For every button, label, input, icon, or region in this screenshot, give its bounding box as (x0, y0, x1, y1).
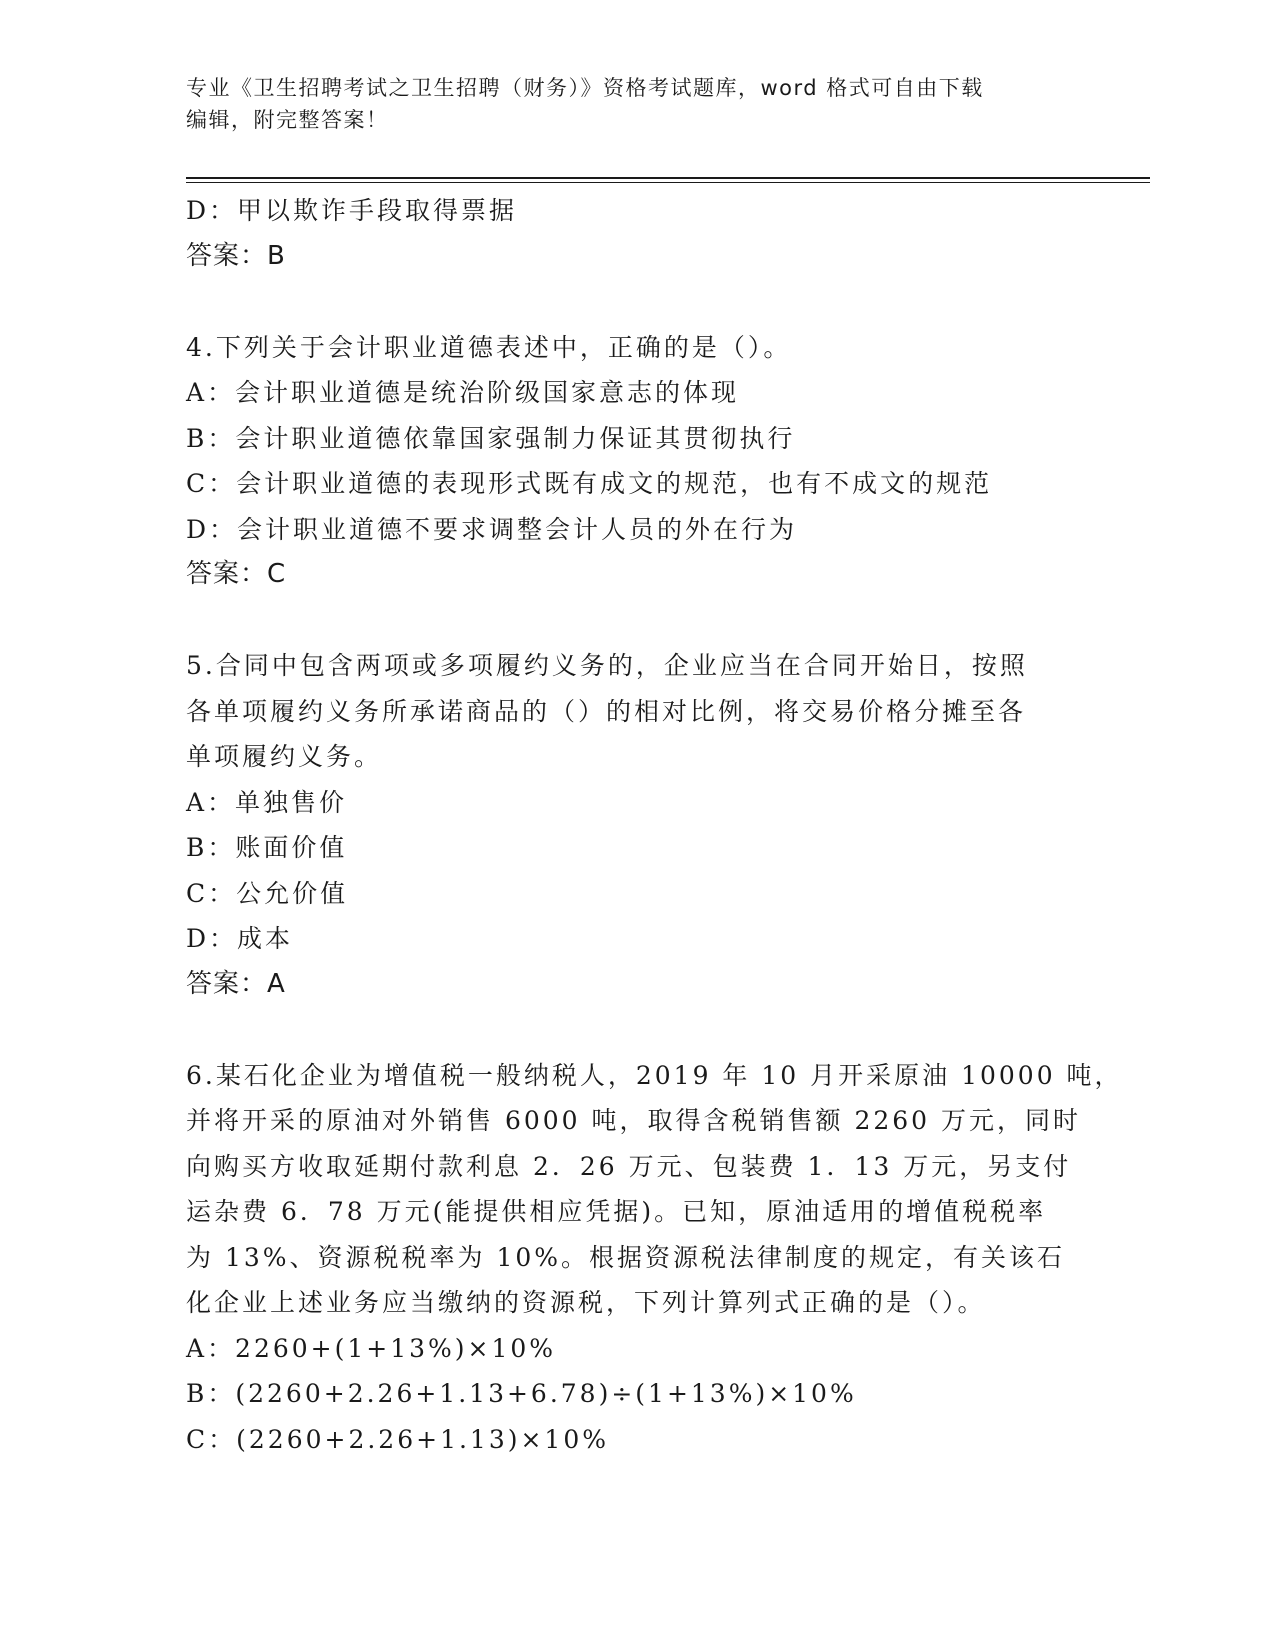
q5-option-d: D：成本 (186, 924, 294, 953)
q4-option-d: D：会计职业道德不要求调整会计人员的外在行为 (186, 514, 798, 544)
q6-stem-line: 6.某石化企业为增值税一般纳税人，2019 年 10 月开采原油 10000 吨， (186, 1060, 1123, 1090)
question-5 (186, 643, 1066, 1007)
spacer (186, 1007, 1066, 1053)
spacer (186, 279, 1066, 325)
header-rule-thick (186, 177, 1150, 179)
q4-option-b: B：会计职业道德依靠国家强制力保证其贯彻执行 (186, 423, 796, 453)
q6-option-b: B：(2260+2.26+1.13+6.78)÷(1+13%)×10% (186, 1379, 857, 1408)
document-header (186, 72, 1086, 136)
question-4 (186, 325, 1066, 598)
q4-answer: 答案：C (186, 559, 287, 589)
q5-stem-line: 单项履约义务。 (186, 742, 383, 771)
document-body (186, 188, 1123, 1462)
question-3-tail (186, 188, 1066, 279)
q6-option-a: A：2260+(1+13%)×10% (186, 1333, 557, 1363)
header-line-1: 专业《卫生招聘考试之卫生招聘（财务）》资格考试题库，word 格式可自由下载 (186, 76, 984, 100)
q6-stem-line: 向购买方收取延期付款利息 2．26 万元、包装费 1．13 万元，另支付 (186, 1151, 1072, 1181)
q4-stem: 4.下列关于会计职业道德表述中，正确的是（）。 (186, 332, 792, 362)
q6-stem-line: 为 13%、资源税税率为 10%。根据资源税法律制度的规定，有关该石 (186, 1242, 1066, 1272)
q5-option-b: B：账面价值 (186, 833, 348, 862)
q4-option-c: C：会计职业道德的表现形式既有成文的规范，也有不成文的规范 (186, 469, 993, 498)
spacer (186, 598, 1066, 644)
q3-option-d: D：甲以欺诈手段取得票据 (186, 196, 518, 225)
header-rule-thin (186, 182, 1150, 183)
q5-option-c: C：公允价值 (186, 878, 349, 908)
q5-answer: 答案：A (186, 968, 286, 999)
q5-stem-line: 5.合同中包含两项或多项履约义务的，企业应当在合同开始日，按照 (186, 651, 1028, 680)
q6-option-c: C：(2260+2.26+1.13)×10% (186, 1424, 609, 1454)
q6-stem-line: 化企业上述业务应当缴纳的资源税，下列计算列式正确的是（）。 (186, 1288, 986, 1317)
q5-option-a: A：单独售价 (186, 787, 348, 817)
q6-stem-line: 运杂费 6．78 万元(能提供相应凭据)。已知，原油适用的增值税税率 (186, 1197, 1047, 1226)
header-line-2: 编辑，附完整答案！ (186, 108, 389, 132)
q4-option-a: A：会计职业道德是统治阶级国家意志的体现 (186, 378, 740, 407)
question-6 (186, 1053, 1123, 1463)
q3-answer: 答案：B (186, 240, 286, 271)
q6-stem-line: 并将开采的原油对外销售 6000 吨，取得含税销售额 2260 万元，同时 (186, 1106, 1082, 1135)
q5-stem-line: 各单项履约义务所承诺商品的（）的相对比例，将交易价格分摊至各 (186, 696, 1027, 726)
